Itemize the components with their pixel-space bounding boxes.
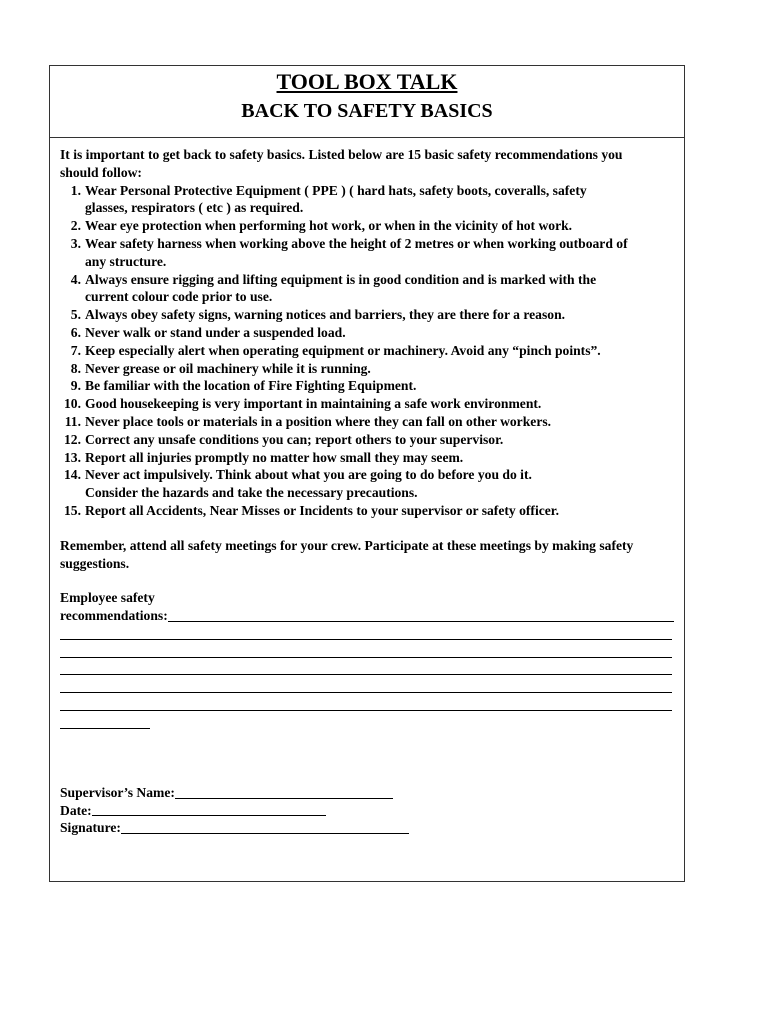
- employee-label-line1: Employee safety: [60, 590, 155, 606]
- item-number: 11.: [64, 413, 81, 429]
- item-number: 8.: [70, 360, 81, 376]
- item-number: 13.: [64, 449, 81, 465]
- form-header: [50, 66, 684, 138]
- supervisor-name-field[interactable]: [175, 798, 393, 799]
- item-text: Wear eye protection when performing hot work, or when in the vicinity of hot work.: [85, 218, 573, 234]
- item-number: 4.: [70, 271, 81, 287]
- supervisor-name-label: Supervisor’s Name:: [60, 784, 175, 800]
- employee-recommendations-section: [60, 589, 674, 731]
- form-subtitle: BACK TO SAFETY BASICS: [241, 100, 493, 122]
- employee-label-line2: recommendations:: [60, 608, 168, 624]
- item-number: 15.: [64, 502, 81, 518]
- list-item: [60, 217, 674, 235]
- intro-text-line1: It is important to get back to safety basics. Listed below are 15 basic safety recommendations you: [60, 147, 623, 162]
- item-text: Always ensure rigging and lifting equipment is in good condition and is marked with the: [85, 271, 597, 287]
- item-text: Never place tools or materials in a position where they can fall on other workers.: [85, 413, 552, 429]
- item-number: 12.: [64, 431, 81, 447]
- intro-text-line2: should follow:: [60, 164, 142, 180]
- list-item: [60, 502, 674, 520]
- recommendations-input-line[interactable]: [60, 658, 672, 676]
- item-text: Report all injuries promptly no matter how small they may seem.: [85, 449, 464, 465]
- list-item: [60, 466, 674, 502]
- item-text: Wear Personal Protective Equipment ( PPE ) ( hard hats, safety boots, coveralls, safety: [85, 182, 587, 198]
- item-text-continuation: Consider the hazards and take the necessary precautions.: [85, 485, 418, 501]
- item-text: Never act impulsively. Think about what you are going to do before you do it.: [85, 467, 532, 483]
- recommendations-input-line[interactable]: [60, 622, 672, 640]
- item-text-continuation: current colour code prior to use.: [85, 289, 273, 305]
- list-item: [60, 306, 674, 324]
- item-number: 6.: [70, 324, 81, 340]
- item-text-continuation: any structure.: [85, 253, 167, 269]
- remember-paragraph: Remember, attend all safety meetings for your crew. Participate at these meetings by making safety suggestions.: [60, 537, 634, 571]
- date-field[interactable]: [92, 815, 326, 816]
- list-item: [60, 342, 674, 360]
- list-item: [60, 324, 674, 342]
- tool-box-talk-form: [49, 65, 685, 882]
- item-number: 1.: [70, 182, 81, 198]
- form-title: TOOL BOX TALK: [276, 69, 458, 94]
- item-text: Wear safety harness when working above the height of 2 metres or when working outboard of: [85, 235, 628, 251]
- list-item: [60, 431, 674, 449]
- recommendations-input-line[interactable]: [60, 640, 672, 658]
- recommendations-input-line[interactable]: [60, 675, 672, 693]
- item-number: 10.: [64, 396, 81, 412]
- list-item: [60, 360, 674, 378]
- safety-recommendations-list: [60, 182, 674, 520]
- item-number: 5.: [70, 307, 81, 323]
- signature-field[interactable]: [121, 833, 409, 834]
- list-item: [60, 377, 674, 395]
- item-number: 7.: [70, 342, 81, 358]
- item-text: Never grease or oil machinery while it is running.: [85, 360, 371, 376]
- list-item: [60, 271, 674, 307]
- item-text: Never walk or stand under a suspended load.: [85, 324, 346, 340]
- form-body: [50, 138, 684, 837]
- item-text: Report all Accidents, Near Misses or Incidents to your supervisor or safety officer.: [85, 502, 559, 518]
- item-number: 3.: [70, 235, 81, 251]
- list-item: [60, 235, 674, 271]
- list-item: [60, 182, 674, 218]
- list-item: [60, 449, 674, 467]
- item-text: Keep especially alert when operating equipment or machinery. Avoid any “pinch points”.: [85, 342, 601, 358]
- item-text: Be familiar with the location of Fire Fighting Equipment.: [85, 378, 417, 394]
- item-number: 14.: [64, 467, 81, 483]
- list-item: [60, 395, 674, 413]
- item-text: Correct any unsafe conditions you can; report others to your supervisor.: [85, 431, 504, 447]
- list-item: [60, 413, 674, 431]
- date-label: Date:: [60, 802, 92, 818]
- recommendations-input-line[interactable]: [60, 693, 672, 711]
- signature-label: Signature:: [60, 820, 121, 836]
- item-number: 2.: [70, 218, 81, 234]
- signoff-section: [60, 784, 674, 837]
- item-text-continuation: glasses, respirators ( etc ) as required.: [85, 200, 304, 216]
- item-text: Always obey safety signs, warning notices and barriers, they are there for a reason.: [85, 307, 566, 323]
- item-text: Good housekeeping is very important in maintaining a safe work environment.: [85, 396, 542, 412]
- item-number: 9.: [70, 378, 81, 394]
- recommendations-input-line[interactable]: [60, 711, 150, 729]
